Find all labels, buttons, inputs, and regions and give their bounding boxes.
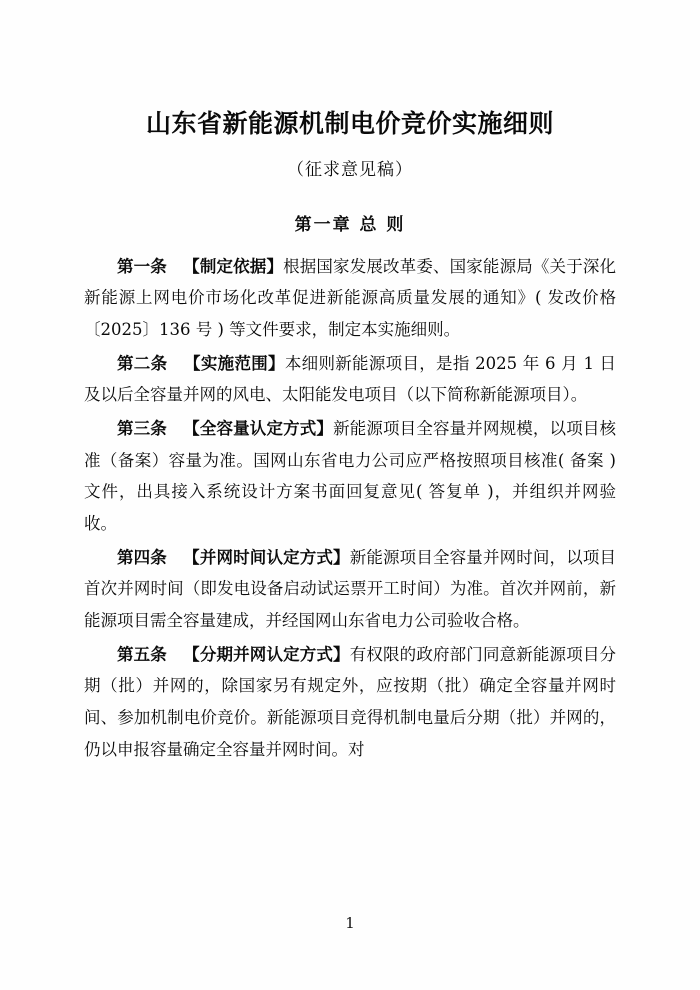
article-paragraph bbox=[84, 542, 616, 637]
article-text: 根据国家发展改革委、国家能源局《关于深化新能源上网电价市场化改革促进新能源高质量发展的通知》( 发改价格〔2025〕136 号 ) 等文件要求，制定本实施细则。 bbox=[84, 256, 617, 339]
article-number: 第四条 bbox=[117, 547, 167, 567]
article-text: 新能源项目全容量并网时间，以项目首次并网时间（即发电设备启动试运票开工时间）为准。首次并网前，新能源项目需全容量建成，并经国网山东省电力公司验收合格。 bbox=[84, 547, 617, 630]
document-subtitle: （征求意见稿） bbox=[287, 159, 413, 180]
article-text: 有权限的政府部门同意新能源项目分期（批）并网的，除国家另有规定外，应按期（批）确定全容量并网时间、参加机制电价竞价。新能源项目竞得机制电量后分期（批）并网的，仍以申报容量确定全容量并网时间。对 bbox=[84, 644, 617, 759]
article-tag: 【制定依据】 bbox=[183, 256, 284, 276]
page-title: 山东省新能源机制电价竞价实施细则 bbox=[145, 109, 554, 138]
article-number: 第二条 bbox=[117, 353, 168, 373]
article-tag: 【实施范围】 bbox=[184, 353, 285, 373]
article-number: 第三条 bbox=[117, 418, 167, 438]
article-text: 本细则新能源项目，是指 2025 年 6 月 1 日及以后全容量并网的风电、太阳能发电项目（以下简称新能源项目）。 bbox=[84, 353, 616, 405]
article-text: 新能源项目全容量并网规模，以项目核准（备案）容量为准。国网山东省电力公司应严格按照项目核准( 备案 ) 文件，出具接入系统设计方案书面回复意见( 答复单 )，并组织并网验收。 bbox=[84, 418, 617, 533]
page-number: 1 bbox=[345, 914, 355, 932]
article-paragraph bbox=[84, 251, 616, 346]
article-paragraph bbox=[84, 348, 616, 411]
article-paragraph bbox=[84, 639, 616, 766]
article-tag: 【全容量认定方式】 bbox=[183, 418, 334, 438]
article-tag: 【并网时间认定方式】 bbox=[183, 547, 350, 567]
article-paragraph bbox=[84, 413, 616, 540]
chapter-heading: 第一章 总 则 bbox=[294, 214, 406, 235]
article-number: 第五条 bbox=[117, 644, 167, 664]
article-number: 第一条 bbox=[117, 256, 167, 276]
article-tag: 【分期并网认定方式】 bbox=[183, 644, 350, 664]
